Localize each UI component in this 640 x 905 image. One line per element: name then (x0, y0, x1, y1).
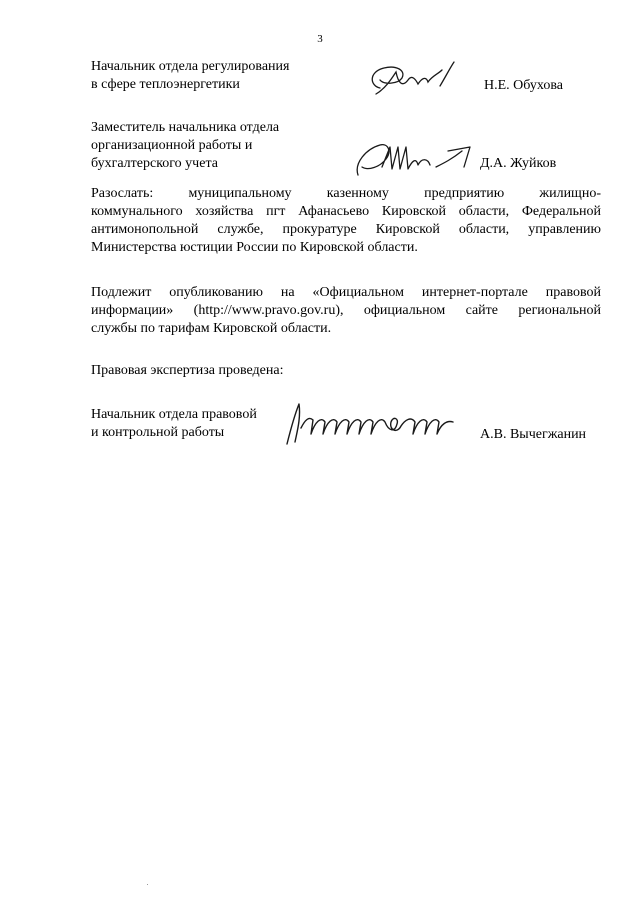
signatory-1-title-line-1: Начальник отдела регулирования (91, 59, 290, 74)
signatory-2-title-line-2: организационной работы и (91, 138, 253, 153)
scan-speck (147, 884, 148, 885)
distribution-line-4: Министерства юстиции России по Кировской области. (91, 240, 418, 255)
signatory-2-title (91, 119, 279, 173)
signatory-2-title-line-3: бухгалтерского учета (91, 156, 218, 171)
distribution-line-3: антимонопольной службе, прокуратуре Кировской области, управлению (91, 222, 601, 237)
publication-line-3: службы по тарифам Кировской области. (91, 321, 332, 336)
publication-line-2: информации» (http://www.pravo.gov.ru), официальном сайте региональной (91, 303, 601, 318)
handwritten-signature-icon (362, 58, 462, 102)
legal-signatory-name: А.В. Вычегжанин (480, 427, 587, 442)
publication-line-1: Подлежит опубликованию на «Официальном интернет-портале правовой (91, 285, 601, 300)
legal-signatory-title-line-2: и контрольной работы (91, 425, 225, 440)
legal-signatory-title (91, 406, 257, 442)
signatory-2-title-line-1: Заместитель начальника отдела (91, 120, 280, 135)
handwritten-signature-icon (352, 137, 476, 185)
signatory-1-title-line-2: в сфере теплоэнергетики (91, 77, 240, 92)
publication-paragraph (91, 284, 601, 338)
signatory-1-title (91, 58, 289, 94)
handwritten-signature-icon (283, 398, 459, 448)
legal-review-note: Правовая экспертиза проведена: (91, 363, 284, 378)
distribution-paragraph (91, 185, 601, 257)
signatory-1-name: Н.Е. Обухова (484, 78, 563, 93)
distribution-line-2: коммунального хозяйства пгт Афанасьево Кировской области, Федеральной (91, 204, 601, 219)
signatory-2-name: Д.А. Жуйков (480, 156, 557, 171)
distribution-line-1: Разослать: муниципальному казенному предприятию жилищно- (91, 186, 601, 201)
page-number: 3 (317, 33, 323, 45)
legal-signatory-title-line-1: Начальник отдела правовой (91, 407, 257, 422)
